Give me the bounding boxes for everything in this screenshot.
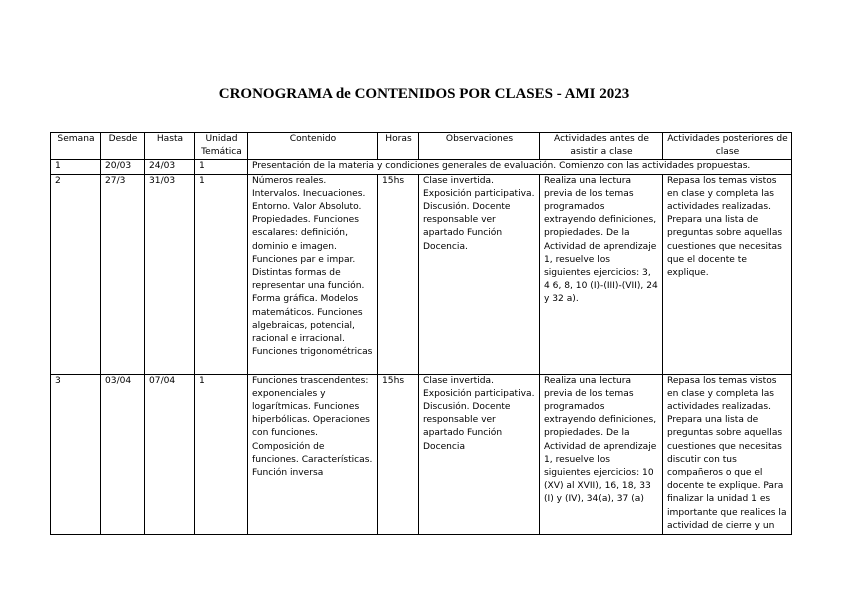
cell-horas: 15hs: [378, 374, 419, 534]
cell-contenido: Funciones trascendentes: exponenciales y logarítmicas. Funciones hiperbólicas. Operaciones con funciones. Composición de funciones. Características. Función inversa: [248, 374, 378, 534]
cell-posteriores: Repasa los temas vistos en clase y completa las actividades realizadas. Prepara una lista de preguntas sobre aquellas cuestiones que necesitas discutir con tus compañeros o que el docente te explique. Para finalizar la unidad 1 es importante que realices la actividad de cierre y un: [663, 374, 792, 534]
cell-posteriores: Repasa los temas vistos en clase y completa las actividades realizadas. Prepara una lista de preguntas sobre aquellas cuestiones que necesitas que el docente te explique.: [663, 174, 792, 374]
cell-unidad: 1: [195, 174, 248, 374]
cell-semana: 3: [51, 374, 101, 534]
header-antes: Actividades antes de asistir a clase: [540, 133, 663, 160]
cell-desde: 20/03: [101, 160, 145, 174]
table-row: [51, 174, 792, 374]
cell-contenido: Números reales. Intervalos. Inecuaciones. Entorno. Valor Absoluto. Propiedades. Funciones escalares: definición, dominio e imagen. Funciones par e impar. Distintas formas de representar una función. Forma gráfica. Modelos matemáticos. Funciones algebraicas, potencial, racional e irracional. Funciones trigonométricas: [248, 174, 378, 374]
table-row: [51, 374, 792, 534]
schedule-table: [50, 132, 792, 535]
cell-hasta: 07/04: [145, 374, 195, 534]
header-row: [51, 133, 792, 160]
header-observaciones: Observaciones: [419, 133, 540, 160]
header-hasta: Hasta: [145, 133, 195, 160]
header-horas: Horas: [378, 133, 419, 160]
cell-observaciones: Clase invertida. Exposición participativa. Discusión. Docente responsable ver apartado Función Docencia.: [419, 174, 540, 374]
header-semana: Semana: [51, 133, 101, 160]
header-posteriores: Actividades posteriores de clase: [663, 133, 792, 160]
document-title: CRONOGRAMA de CONTENIDOS POR CLASES - AMI 2023: [218, 86, 630, 102]
table-row: [51, 160, 792, 174]
cell-desde: 03/04: [101, 374, 145, 534]
cell-horas: 15hs: [378, 174, 419, 374]
cell-antes: Realiza una lectura previa de los temas programados extrayendo definiciones, propiedades. De la Actividad de aprendizaje 1, resuelve los siguientes ejercicios: 10 (XV) al XVII), 16, 18, 33 (I) y (IV), 34(a), 37 (a): [540, 374, 663, 534]
header-contenido: Contenido: [248, 133, 378, 160]
cell-semana: 1: [51, 160, 101, 174]
cell-antes: Realiza una lectura previa de los temas programados extrayendo definiciones, propiedades. De la Actividad de aprendizaje 1, resuelve los siguientes ejercicios: 3, 4 6, 8, 10 (I)-(III)-(VII), 24 y 32 a).: [540, 174, 663, 374]
header-desde: Desde: [101, 133, 145, 160]
cell-desde: 27/3: [101, 174, 145, 374]
cell-unidad: 1: [195, 160, 248, 174]
cell-semana: 2: [51, 174, 101, 374]
cell-unidad: 1: [195, 374, 248, 534]
cell-merged-note: Presentación de la materia y condiciones generales de evaluación. Comienzo con las actividades propuestas.: [248, 160, 792, 174]
cell-observaciones: Clase invertida. Exposición participativa. Discusión. Docente responsable ver apartado Función Docencia: [419, 374, 540, 534]
cell-hasta: 31/03: [145, 174, 195, 374]
header-unidad: Unidad Temática: [195, 133, 248, 160]
cell-hasta: 24/03: [145, 160, 195, 174]
